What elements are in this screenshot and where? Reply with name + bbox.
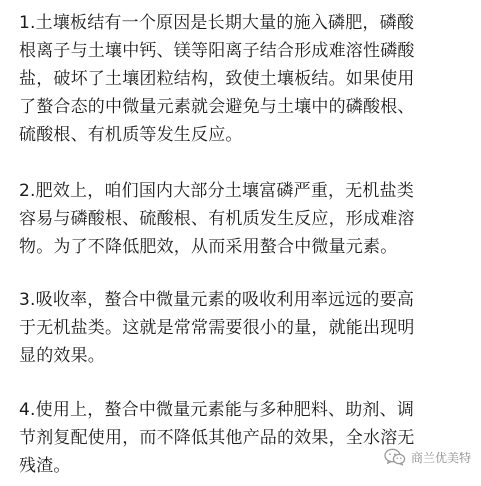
paragraph-line: 1.土壤板结有一个原因是长期大量的施入磷肥，磷酸 <box>19 13 415 33</box>
watermark-text: 商兰优美特 <box>410 450 471 465</box>
paragraph-line: 于无机盐类。这就是常常需要很小的量，就能出现明 <box>19 318 415 338</box>
paragraph-line: 硫酸根、有机质等发生反应。 <box>19 125 243 145</box>
paragraph-2 <box>19 177 471 261</box>
wechat-icon <box>384 448 406 466</box>
paragraph-line: 残渣。 <box>19 456 71 476</box>
paragraph-3 <box>19 286 471 370</box>
paragraph-line: 根离子与土壤中钙、镁等阳离子结合形成难溶性磷酸 <box>19 41 415 61</box>
paragraph-line: 了螯合态的中微量元素就会避免与土壤中的磷酸根、 <box>19 97 415 117</box>
paragraph-line: 4.使用上，螯合中微量元素能与多种肥料、助剂、调 <box>19 400 415 420</box>
paragraph-line: 物。为了不降低肥效，从而采用螯合中微量元素。 <box>19 237 398 257</box>
watermark <box>384 448 471 466</box>
paragraph-4 <box>19 396 471 480</box>
paragraph-line: 显的效果。 <box>19 346 105 366</box>
paragraph-1 <box>19 9 471 149</box>
paragraph-line: 盐，破坏了土壤团粒结构，致使土壤板结。如果使用 <box>19 69 415 89</box>
paragraph-line: 容易与磷酸根、硫酸根、有机质发生反应，形成难溶 <box>19 209 415 229</box>
paragraph-line: 节剂复配使用，而不降低其他产品的效果，全水溶无 <box>19 428 415 448</box>
paragraph-line: 2.肥效上，咱们国内大部分土壤富磷严重，无机盐类 <box>19 181 415 201</box>
paragraph-line: 3.吸收率，螯合中微量元素的吸收利用率远远的要高 <box>19 290 415 310</box>
